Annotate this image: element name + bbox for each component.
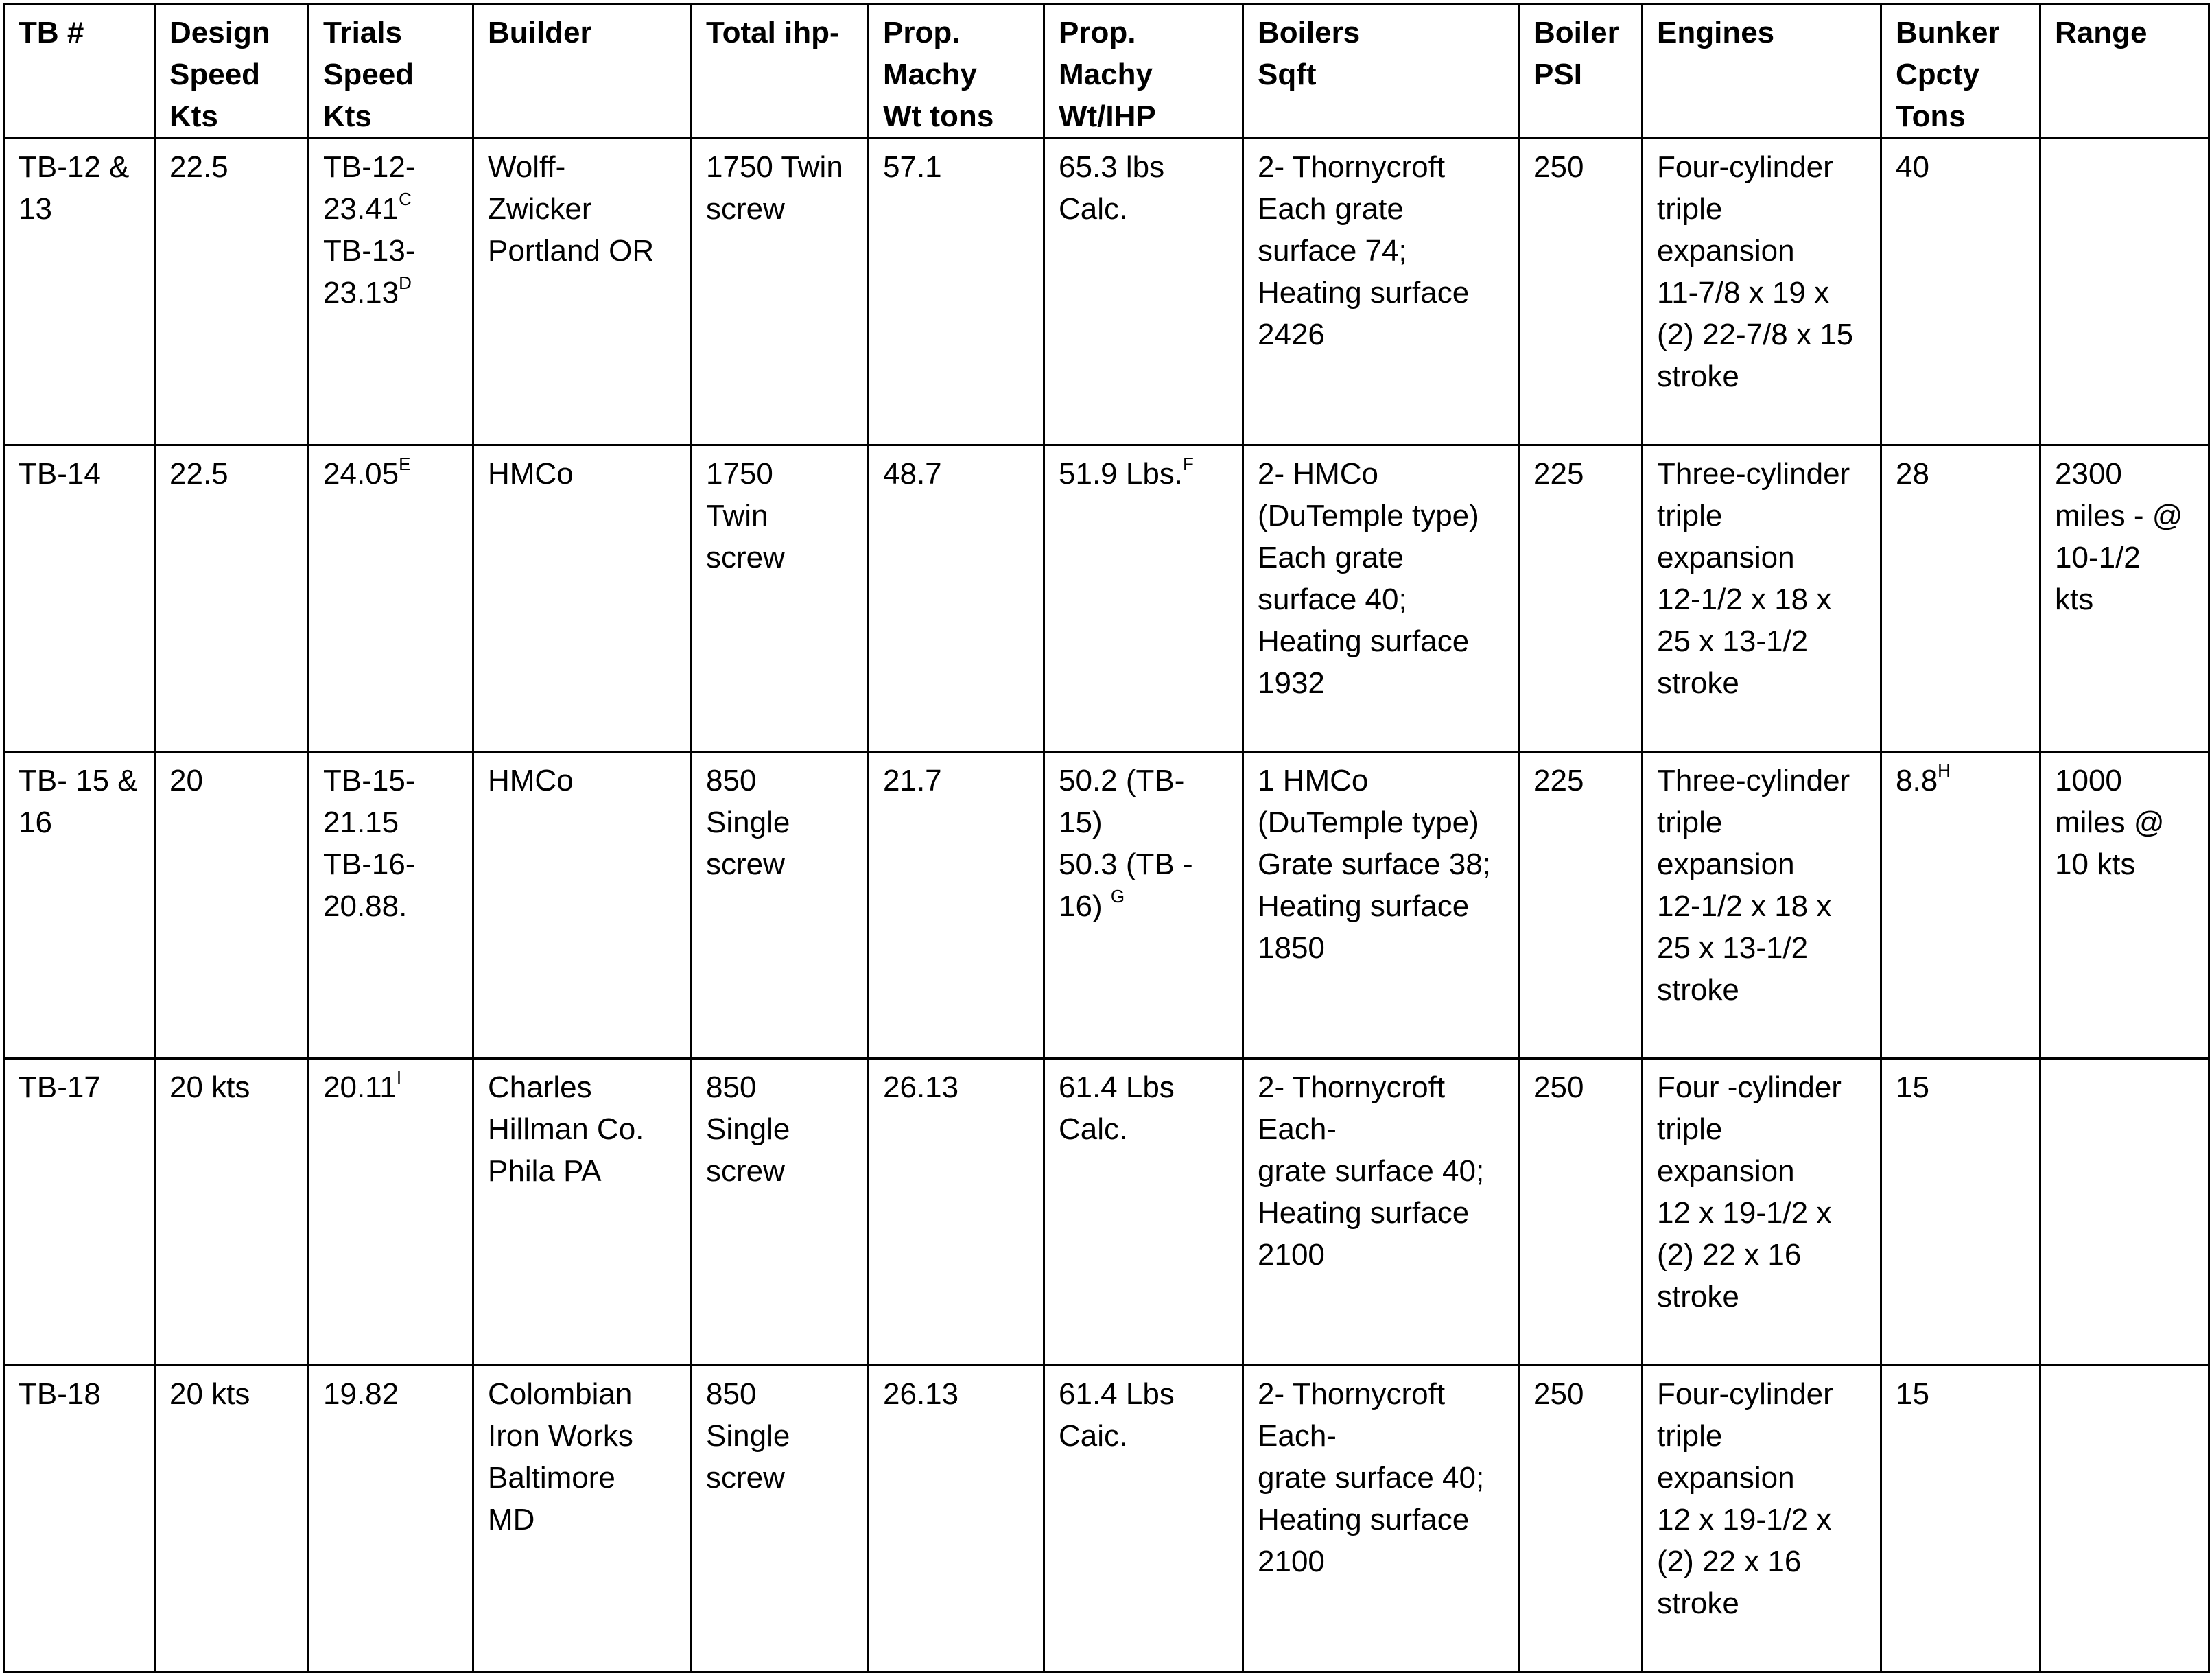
cell-line <box>1896 1373 2025 1415</box>
cell-line: 850 <box>706 1071 757 1104</box>
header-machinery-weight-tons <box>869 4 1044 139</box>
cell-text: 15 <box>1896 1377 1929 1411</box>
cell-bunker-capacity <box>1881 445 2040 752</box>
cell-engines <box>1643 752 1881 1059</box>
cell-line: screw <box>706 847 785 881</box>
cell-trials-speed <box>309 1366 473 1672</box>
cell-line: 10-1/2 <box>2055 541 2141 574</box>
cell-line: Wolff- <box>488 150 566 184</box>
cell-line: screw <box>706 541 785 574</box>
cell-line: 11-7/8 x 19 x <box>1657 276 1830 309</box>
cell-line: TB-18 <box>19 1377 101 1411</box>
table-row <box>4 139 2209 445</box>
cell-engines <box>1643 445 1881 752</box>
cell-line: Each- <box>1258 1112 1337 1146</box>
cell-text: 40 <box>1896 150 1929 184</box>
cell-machinery-weight-per-ihp <box>1044 1059 1243 1366</box>
header-design-speed <box>155 4 309 139</box>
table-row <box>4 445 2209 752</box>
cell-line: screw <box>706 192 785 226</box>
cell-total-ihp <box>692 1059 869 1366</box>
cell-text: TB-16- <box>323 847 416 881</box>
header-line: Kts <box>169 100 218 133</box>
header-tb-number <box>4 4 155 139</box>
cell-line: Portland OR <box>488 234 655 268</box>
cell-text: 24.05 <box>323 457 399 491</box>
cell-line <box>323 188 458 230</box>
cell-design-speed <box>155 1366 309 1672</box>
cell-builder <box>473 139 692 445</box>
cell-line: 57.1 <box>883 150 942 184</box>
cell-bunker-capacity <box>1881 752 2040 1059</box>
cell-line: (2) 22 x 16 <box>1657 1238 1802 1272</box>
cell-line: Colombian <box>488 1377 633 1411</box>
cell-line: 16 <box>19 806 52 839</box>
cell-line: triple <box>1657 499 1723 533</box>
cell-line: 850 <box>706 764 757 797</box>
cell-engines <box>1643 1366 1881 1672</box>
cell-boilers <box>1243 752 1519 1059</box>
cell-text: 15 <box>1896 1071 1929 1104</box>
cell-line <box>323 230 458 272</box>
cell-text: 20.11 <box>323 1071 397 1104</box>
cell-builder <box>473 1366 692 1672</box>
cell-line: 20 kts <box>169 1071 250 1104</box>
cell-engines <box>1643 1059 1881 1366</box>
header-line: Bunker <box>1896 16 2000 49</box>
header-builder <box>473 4 692 139</box>
cell-text: TB-15- <box>323 764 416 797</box>
header-range <box>2040 4 2209 139</box>
cell-line <box>1059 1373 1228 1415</box>
cell-line: Single <box>706 806 790 839</box>
cell-line: miles @ <box>2055 806 2165 839</box>
header-machinery-weight-per-ihp <box>1044 4 1243 139</box>
cell-line <box>323 146 458 188</box>
cell-bunker-capacity <box>1881 139 2040 445</box>
cell-line: 25 x 13-1/2 <box>1657 624 1809 658</box>
cell-line <box>1059 802 1228 843</box>
cell-text: 23.41 <box>323 192 399 226</box>
cell-line <box>1059 453 1228 495</box>
cell-text: 28 <box>1896 457 1929 491</box>
table-body <box>4 139 2209 1672</box>
cell-machinery-weight-tons <box>869 752 1044 1059</box>
cell-line: 2- HMCo <box>1258 457 1379 491</box>
cell-line: 1750 <box>706 457 773 491</box>
cell-line: stroke <box>1657 1280 1739 1313</box>
cell-total-ihp <box>692 139 869 445</box>
cell-boiler-psi <box>1519 752 1643 1059</box>
cell-line: 20 kts <box>169 1377 250 1411</box>
cell-builder <box>473 1059 692 1366</box>
table-row <box>4 1059 2209 1366</box>
cell-line: expansion <box>1657 1154 1795 1188</box>
cell-line <box>1896 453 2025 495</box>
cell-line: Zwicker <box>488 192 592 226</box>
cell-trials-speed <box>309 139 473 445</box>
cell-boilers <box>1243 139 1519 445</box>
cell-line: Heating surface <box>1258 1196 1470 1230</box>
cell-line: 2- Thornycroft <box>1258 1377 1446 1411</box>
cell-builder <box>473 445 692 752</box>
header-bunker-capacity <box>1881 4 2040 139</box>
cell-line <box>323 272 458 314</box>
cell-line <box>323 802 458 843</box>
cell-text: TB-12- <box>323 150 416 184</box>
cell-tb-number <box>4 1059 155 1366</box>
cell-line: grate surface 40; <box>1258 1154 1485 1188</box>
cell-line: surface 74; <box>1258 234 1407 268</box>
header-total-ihp <box>692 4 869 139</box>
footnote-marker: D <box>399 272 412 294</box>
cell-line <box>1059 1415 1228 1457</box>
header-line: Engines <box>1657 16 1775 49</box>
header-line: Wt/IHP <box>1059 100 1156 133</box>
cell-total-ihp <box>692 445 869 752</box>
header-boilers <box>1243 4 1519 139</box>
cell-text: 8.8 <box>1896 764 1938 797</box>
cell-text: 23.13 <box>323 276 399 309</box>
header-line: Sqft <box>1258 58 1317 91</box>
cell-text: 50.3 (TB - <box>1059 847 1193 881</box>
cell-design-speed <box>155 445 309 752</box>
cell-line: Heating surface <box>1258 1503 1470 1536</box>
cell-machinery-weight-tons <box>869 445 1044 752</box>
cell-line <box>323 1373 458 1415</box>
cell-machinery-weight-tons <box>869 1059 1044 1366</box>
cell-line: 22.5 <box>169 150 228 184</box>
header-line: Boiler <box>1533 16 1619 49</box>
torpedo-boat-spec-table <box>3 3 2210 1673</box>
cell-builder <box>473 752 692 1059</box>
cell-line: 48.7 <box>883 457 942 491</box>
cell-line: 2- Thornycroft <box>1258 1071 1446 1104</box>
cell-line: Twin <box>706 499 768 533</box>
cell-text: 16) <box>1059 889 1111 923</box>
cell-boiler-psi <box>1519 1059 1643 1366</box>
cell-line: Heating surface <box>1258 276 1470 309</box>
cell-range <box>2040 1366 2209 1672</box>
cell-line: HMCo <box>488 764 574 797</box>
cell-line: screw <box>706 1154 785 1188</box>
cell-line <box>1896 146 2025 188</box>
cell-line: stroke <box>1657 360 1739 393</box>
header-line: Cpcty <box>1896 58 1980 91</box>
header-line: Machy <box>1059 58 1153 91</box>
cell-line: TB-12 & <box>19 150 130 184</box>
cell-tb-number <box>4 139 155 445</box>
cell-line: 225 <box>1533 764 1584 797</box>
cell-bunker-capacity <box>1881 1059 2040 1366</box>
header-boiler-psi <box>1519 4 1643 139</box>
cell-line: 26.13 <box>883 1071 959 1104</box>
cell-text: TB-13- <box>323 234 416 268</box>
cell-line: triple <box>1657 192 1723 226</box>
cell-line: stroke <box>1657 666 1739 700</box>
cell-text: Caic. <box>1059 1419 1128 1453</box>
cell-line: 250 <box>1533 1071 1584 1104</box>
cell-line: expansion <box>1657 847 1795 881</box>
table-row <box>4 752 2209 1059</box>
cell-tb-number <box>4 1366 155 1672</box>
cell-engines <box>1643 139 1881 445</box>
header-line: TB # <box>19 16 84 49</box>
cell-line: 10 kts <box>2055 847 2136 881</box>
cell-line: Single <box>706 1419 790 1453</box>
cell-line: expansion <box>1657 234 1795 268</box>
cell-line: Each grate <box>1258 192 1404 226</box>
cell-machinery-weight-tons <box>869 1366 1044 1672</box>
cell-line: Baltimore <box>488 1461 615 1495</box>
cell-range <box>2040 139 2209 445</box>
cell-machinery-weight-per-ihp <box>1044 139 1243 445</box>
cell-text: 15) <box>1059 806 1103 839</box>
cell-line: Four-cylinder <box>1657 1377 1833 1411</box>
cell-line: Hillman Co. <box>488 1112 644 1146</box>
cell-trials-speed <box>309 445 473 752</box>
header-line: Trials <box>323 16 402 49</box>
cell-line <box>1059 760 1228 802</box>
cell-text: 65.3 lbs <box>1059 150 1165 184</box>
cell-boilers <box>1243 1059 1519 1366</box>
cell-line: Heating surface <box>1258 889 1470 923</box>
cell-line: Three-cylinder <box>1657 764 1850 797</box>
cell-line: Four -cylinder <box>1657 1071 1842 1104</box>
cell-boiler-psi <box>1519 445 1643 752</box>
cell-text: 51.9 Lbs. <box>1059 457 1184 491</box>
cell-line: (DuTemple type) <box>1258 806 1479 839</box>
cell-text: 19.82 <box>323 1377 399 1411</box>
cell-line: 850 <box>706 1377 757 1411</box>
cell-line <box>1059 1066 1228 1108</box>
cell-text: Calc. <box>1059 192 1128 226</box>
cell-line: Each- <box>1258 1419 1337 1453</box>
cell-line: (2) 22-7/8 x 15 <box>1657 318 1854 351</box>
footnote-marker: E <box>399 454 411 475</box>
header-trials-speed <box>309 4 473 139</box>
cell-line <box>323 760 458 802</box>
cell-line: TB-17 <box>19 1071 101 1104</box>
cell-line: 1000 <box>2055 764 2122 797</box>
cell-line: 1932 <box>1258 666 1325 700</box>
cell-line: Grate surface 38; <box>1258 847 1491 881</box>
cell-boilers <box>1243 445 1519 752</box>
header-line: Design <box>169 16 270 49</box>
header-row <box>4 4 2209 139</box>
cell-range <box>2040 1059 2209 1366</box>
cell-boilers <box>1243 1366 1519 1672</box>
cell-line <box>1896 760 2025 802</box>
cell-line: 2- Thornycroft <box>1258 150 1446 184</box>
header-line: Builder <box>488 16 592 49</box>
cell-line: 2300 <box>2055 457 2122 491</box>
cell-line: 22.5 <box>169 457 228 491</box>
header-line: Machy <box>883 58 977 91</box>
cell-design-speed <box>155 139 309 445</box>
cell-line: 2100 <box>1258 1545 1325 1578</box>
header-engines <box>1643 4 1881 139</box>
cell-range <box>2040 445 2209 752</box>
cell-line: Iron Works <box>488 1419 633 1453</box>
cell-line: 2426 <box>1258 318 1325 351</box>
cell-line: TB- 15 & <box>19 764 138 797</box>
cell-line: triple <box>1657 806 1723 839</box>
footnote-marker: G <box>1110 886 1125 907</box>
cell-line: (2) 22 x 16 <box>1657 1545 1802 1578</box>
cell-line: 250 <box>1533 1377 1584 1411</box>
cell-line: grate surface 40; <box>1258 1461 1485 1495</box>
cell-line: kts <box>2055 583 2094 616</box>
cell-line: Phila PA <box>488 1154 602 1188</box>
cell-line: 12-1/2 x 18 x <box>1657 889 1832 923</box>
cell-tb-number <box>4 752 155 1059</box>
cell-text: 50.2 (TB- <box>1059 764 1185 797</box>
cell-line: triple <box>1657 1419 1723 1453</box>
cell-total-ihp <box>692 1366 869 1672</box>
cell-line: 25 x 13-1/2 <box>1657 931 1809 965</box>
cell-line <box>323 843 458 885</box>
cell-text: 21.15 <box>323 806 399 839</box>
cell-line: (DuTemple type) <box>1258 499 1479 533</box>
cell-bunker-capacity <box>1881 1366 2040 1672</box>
cell-line: stroke <box>1657 973 1739 1007</box>
table-row <box>4 1366 2209 1672</box>
cell-line: 20 <box>169 764 203 797</box>
cell-line: expansion <box>1657 1461 1795 1495</box>
cell-machinery-weight-per-ihp <box>1044 752 1243 1059</box>
header-line: Speed <box>169 58 261 91</box>
cell-line: 1750 Twin <box>706 150 843 184</box>
header-line: Wt tons <box>883 100 994 133</box>
cell-line <box>323 1066 458 1108</box>
header-line: PSI <box>1533 58 1582 91</box>
cell-total-ihp <box>692 752 869 1059</box>
cell-line: HMCo <box>488 457 574 491</box>
header-line: Range <box>2055 16 2148 49</box>
header-line: Boilers <box>1258 16 1361 49</box>
cell-line: 21.7 <box>883 764 942 797</box>
cell-line: 13 <box>19 192 52 226</box>
cell-line: Single <box>706 1112 790 1146</box>
header-line: Total ihp- <box>706 16 840 49</box>
cell-tb-number <box>4 445 155 752</box>
cell-line: Heating surface <box>1258 624 1470 658</box>
cell-line <box>1059 1108 1228 1150</box>
cell-line <box>1059 843 1228 885</box>
cell-boiler-psi <box>1519 1366 1643 1672</box>
header-line: Kts <box>323 100 372 133</box>
cell-trials-speed <box>309 752 473 1059</box>
cell-line <box>1059 146 1228 188</box>
header-line: Prop. <box>1059 16 1136 49</box>
cell-line <box>1896 1066 2025 1108</box>
cell-line: surface 40; <box>1258 583 1407 616</box>
cell-line: Three-cylinder <box>1657 457 1850 491</box>
cell-line: 1 HMCo <box>1258 764 1369 797</box>
cell-text: 61.4 Lbs <box>1059 1071 1175 1104</box>
cell-line: Charles <box>488 1071 592 1104</box>
cell-machinery-weight-per-ihp <box>1044 1366 1243 1672</box>
footnote-marker: C <box>399 189 412 210</box>
cell-line: 26.13 <box>883 1377 959 1411</box>
footnote-marker: I <box>396 1067 402 1088</box>
cell-line: expansion <box>1657 541 1795 574</box>
cell-line <box>323 885 458 927</box>
cell-line: screw <box>706 1461 785 1495</box>
cell-line: TB-14 <box>19 457 101 491</box>
cell-line: 250 <box>1533 150 1584 184</box>
cell-text: 20.88. <box>323 889 408 923</box>
cell-line: triple <box>1657 1112 1723 1146</box>
header-line: Speed <box>323 58 414 91</box>
cell-machinery-weight-tons <box>869 139 1044 445</box>
cell-line: 12 x 19-1/2 x <box>1657 1503 1832 1536</box>
header-line: Tons <box>1896 100 1966 133</box>
cell-line: Four-cylinder <box>1657 150 1833 184</box>
cell-text: 61.4 Lbs <box>1059 1377 1175 1411</box>
cell-line <box>1059 885 1228 927</box>
footnote-marker: H <box>1938 760 1951 782</box>
cell-line: 1850 <box>1258 931 1325 965</box>
cell-line: Each grate <box>1258 541 1404 574</box>
cell-design-speed <box>155 1059 309 1366</box>
cell-line: MD <box>488 1503 535 1536</box>
cell-machinery-weight-per-ihp <box>1044 445 1243 752</box>
cell-range <box>2040 752 2209 1059</box>
cell-design-speed <box>155 752 309 1059</box>
cell-line: 225 <box>1533 457 1584 491</box>
cell-line <box>1059 188 1228 230</box>
header-line: Prop. <box>883 16 961 49</box>
cell-line: 2100 <box>1258 1238 1325 1272</box>
cell-line <box>323 453 458 495</box>
cell-trials-speed <box>309 1059 473 1366</box>
cell-line: miles - @ <box>2055 499 2183 533</box>
footnote-marker: F <box>1183 454 1194 475</box>
cell-text: Calc. <box>1059 1112 1128 1146</box>
cell-line: 12 x 19-1/2 x <box>1657 1196 1832 1230</box>
cell-boiler-psi <box>1519 139 1643 445</box>
cell-line: stroke <box>1657 1587 1739 1620</box>
cell-line: 12-1/2 x 18 x <box>1657 583 1832 616</box>
